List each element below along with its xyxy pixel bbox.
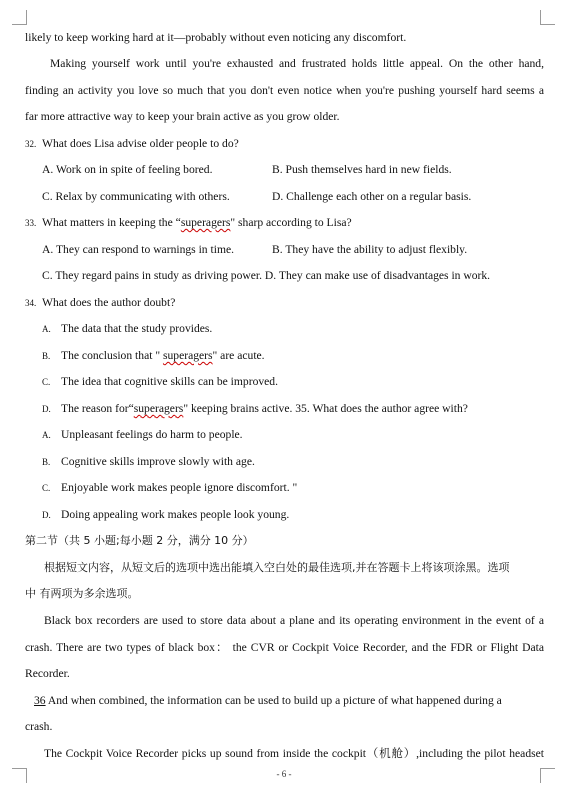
section-instructions: 中 有两项为多余选项。	[25, 587, 139, 600]
option-letter: D.	[42, 404, 51, 414]
option-text: Cognitive skills improve slowly with age.	[61, 455, 255, 468]
page-number: - 6 -	[276, 769, 292, 779]
crop-mark-top-right	[540, 10, 555, 25]
passage-line: crash. There are two types of black box： the CVR or Cockpit Voice Recorder, and the FDR or Flight Data	[25, 641, 544, 654]
option-letter: B.	[42, 457, 51, 467]
passage-line	[34, 694, 502, 708]
blank-36: 36	[34, 694, 46, 707]
option-letter: D.	[42, 510, 51, 520]
option-32-c: C. Relax by communicating with others.	[42, 190, 230, 203]
option-text: Enjoyable work makes people ignore discomfort. "	[61, 481, 298, 494]
option-letter: A.	[42, 324, 51, 334]
passage-line: finding an activity you love so much that you don't even notice when you're pushing yourself hard seems a	[25, 84, 544, 97]
spellcheck-word: superagers	[180, 216, 231, 229]
passage-line: likely to keep working hard at it—probably without even noticing any discomfort.	[25, 31, 407, 44]
option-letter: C.	[42, 483, 51, 493]
section-heading: 第二节（共 5 小题;每小题 2 分，满分 10 分）	[25, 534, 254, 547]
question-text: What matters in keeping the “	[42, 216, 181, 229]
option-text: The data that the study provides.	[61, 322, 213, 335]
option-34-d	[42, 402, 468, 416]
passage-line: Black box recorders are used to store data about a plane and its operating environment in the event of a	[44, 614, 544, 627]
option-32-d: D. Challenge each other on a regular basis.	[272, 190, 472, 203]
question-34-stem	[25, 296, 175, 310]
question-text: What does Lisa advise older people to do?	[42, 137, 239, 150]
passage-line: Recorder.	[25, 667, 70, 680]
passage-line: The Cockpit Voice Recorder picks up sound from inside the cockpit（机舱）,including the pilot headset	[44, 747, 544, 760]
question-32-stem	[25, 137, 239, 151]
option-32-a: A. Work on in spite of feeling bored.	[42, 163, 213, 176]
question-text: " sharp according to Lisa?	[230, 216, 352, 229]
option-35-c	[42, 481, 297, 495]
section-instructions: 根据短文内容，从短文后的选项中选出能填入空白处的最佳选项,并在答题卡上将该项涂黑。选项	[44, 561, 510, 574]
passage-text: And when combined, the information can be used to build up a picture of what happened during a	[47, 694, 502, 707]
option-letter: A.	[42, 430, 51, 440]
option-letter: C.	[42, 377, 51, 387]
option-33-cd: C. They regard pains in study as driving power. D. They can make use of disadvantages in work.	[42, 269, 491, 282]
option-35-a	[42, 428, 243, 442]
option-34-b	[42, 349, 265, 363]
passage-line: far more attractive way to keep your brain active as you grow older.	[25, 110, 340, 123]
spellcheck-word: superagers	[162, 349, 213, 362]
question-33-stem	[25, 216, 352, 230]
option-33-a: A. They can respond to warnings in time.	[42, 243, 235, 256]
option-text: " are acute.	[212, 349, 265, 362]
option-text: The idea that cognitive skills can be improved.	[61, 375, 278, 388]
option-35-d	[42, 508, 289, 522]
option-letter: B.	[42, 351, 51, 361]
option-33-b: B. They have the ability to adjust flexibly.	[272, 243, 468, 256]
option-text: Doing appealing work makes people look young.	[61, 508, 290, 521]
spellcheck-word: superagers	[133, 402, 184, 415]
option-text: " keeping brains active. 35. What does the author agree with?	[183, 402, 468, 415]
question-text: What does the author doubt?	[42, 296, 176, 309]
question-number: 32.	[25, 139, 37, 149]
passage-line: crash.	[25, 720, 53, 733]
option-34-c	[42, 375, 278, 389]
option-32-b: B. Push themselves hard in new fields.	[272, 163, 452, 176]
option-34-a	[42, 322, 212, 336]
question-number: 34.	[25, 298, 37, 308]
option-text: The conclusion that "	[61, 349, 163, 362]
option-35-b	[42, 455, 255, 469]
passage-line: Making yourself work until you're exhausted and frustrated holds little appeal. On the other hand,	[50, 57, 544, 70]
question-number: 33.	[25, 218, 37, 228]
option-text: The reason for“	[61, 402, 134, 415]
crop-mark-top-left	[12, 10, 27, 25]
option-text: Unpleasant feelings do harm to people.	[61, 428, 243, 441]
